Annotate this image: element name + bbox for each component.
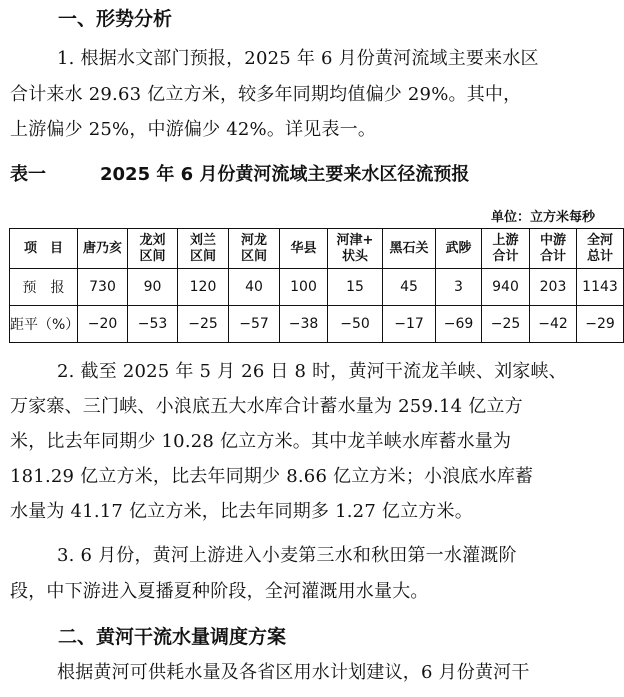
table-cell: −17 — [383, 306, 436, 343]
table-cell: −42 — [530, 306, 577, 343]
table-row-forecast — [10, 269, 624, 306]
header-cell: 河龙 区间 — [229, 229, 280, 269]
table-cell: 3 — [436, 269, 482, 306]
table-cell: −29 — [577, 306, 624, 343]
paragraph-2-line-3: 米，比去年同期少 10.28 亿立方米。其中龙羊峡水库蓄水量为 — [10, 431, 512, 452]
paragraph-3-line-2: 段，中下游进入夏播夏种阶段，全河灌溉用水量大。 — [10, 581, 429, 602]
table-cell: −38 — [280, 306, 328, 343]
section-heading-1: 一、形势分析 — [58, 8, 173, 30]
table-label: 表一 — [10, 164, 46, 185]
header-cell: 中游 合计 — [530, 229, 577, 269]
table-unit: 单位：立方米每秒 — [490, 210, 595, 225]
table-cell: 203 — [530, 269, 577, 306]
header-cell: 华县 — [280, 229, 328, 269]
paragraph-2-line-1: 2. 截至 2025 年 5 月 26 日 8 时，黄河干流龙羊峡、刘家峡、 — [57, 361, 567, 382]
table-cell: 730 — [78, 269, 128, 306]
table-caption: 2025 年 6 月份黄河流域主要来水区径流预报 — [100, 164, 470, 185]
table-cell: 120 — [178, 269, 229, 306]
table-cell: 1143 — [577, 269, 624, 306]
section-heading-2: 二、黄河干流水量调度方案 — [58, 626, 287, 648]
header-cell: 河津+ 状头 — [328, 229, 383, 269]
header-cell: 武陟 — [436, 229, 482, 269]
header-cell: 项 目 — [10, 229, 78, 269]
table-row-anomaly — [10, 306, 624, 343]
paragraph-1-line-3: 上游偏少 25%，中游偏少 42%。详见表一。 — [10, 119, 377, 140]
table-cell: 15 — [328, 269, 383, 306]
row-label: 距平（%） — [10, 306, 78, 343]
header-cell: 上游 合计 — [482, 229, 530, 269]
paragraph-1-line-1: 1. 根据水文部门预报，2025 年 6 月份黄河流域主要来水区 — [57, 48, 539, 69]
table-cell: −69 — [436, 306, 482, 343]
table-cell: 100 — [280, 269, 328, 306]
table-cell: −57 — [229, 306, 280, 343]
table-header-row — [10, 229, 624, 269]
table-cell: −53 — [128, 306, 178, 343]
runoff-forecast-table — [9, 228, 624, 343]
header-cell: 唐乃亥 — [78, 229, 128, 269]
table-cell: 940 — [482, 269, 530, 306]
row-label: 预 报 — [10, 269, 78, 306]
table-cell: −50 — [328, 306, 383, 343]
paragraph-2-line-2: 万家寨、三门峡、小浪底五大水库合计蓄水量为 259.14 亿立方 — [10, 396, 523, 417]
table-cell: 45 — [383, 269, 436, 306]
table-cell: −25 — [178, 306, 229, 343]
header-cell: 龙刘 区间 — [128, 229, 178, 269]
paragraph-4-line-1: 根据黄河可供耗水量及各省区用水计划建议，6 月份黄河干 — [57, 662, 530, 683]
paragraph-2-line-4: 181.29 亿立方米，比去年同期少 8.66 亿立方米；小浪底水库蓄 — [10, 466, 534, 487]
table-cell: 40 — [229, 269, 280, 306]
paragraph-3-line-1: 3. 6 月份，黄河上游进入小麦第三水和秋田第一水灌溉阶 — [57, 545, 517, 566]
paragraph-1-line-2: 合计来水 29.63 亿立方米，较多年同期均值偏少 29%。其中， — [10, 84, 522, 105]
table-title — [10, 160, 470, 186]
table-cell: −20 — [78, 306, 128, 343]
paragraph-2-line-5: 水量为 41.17 亿立方米，比去年同期多 1.27 亿立方米。 — [10, 501, 473, 522]
header-cell: 黑石关 — [383, 229, 436, 269]
table-cell: −25 — [482, 306, 530, 343]
header-cell: 刘兰 区间 — [178, 229, 229, 269]
table-cell: 90 — [128, 269, 178, 306]
header-cell: 全河 总计 — [577, 229, 624, 269]
